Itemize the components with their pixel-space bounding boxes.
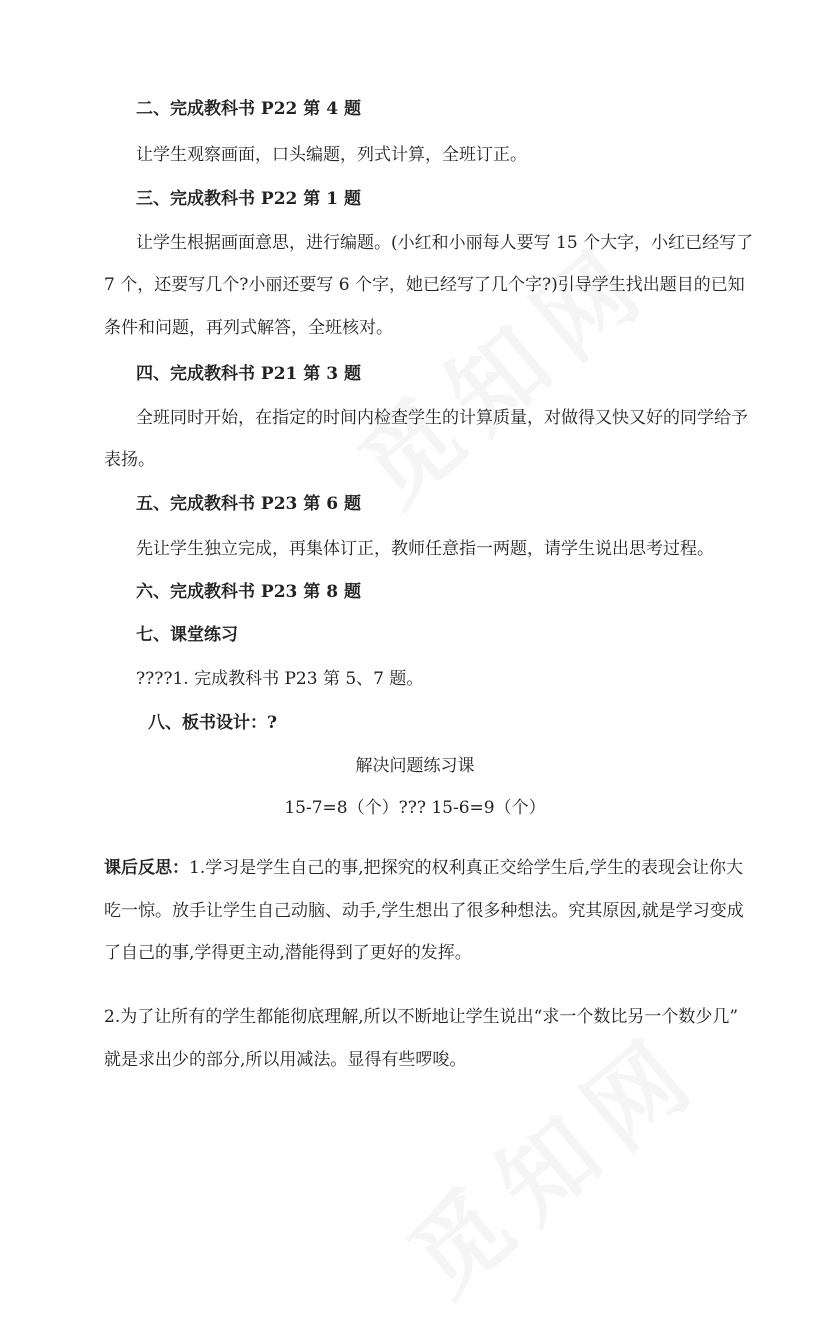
reflection-label: 课后反思： [104,858,189,878]
reflection-text: 吃一惊。放手让学生自己动脑、动手,学生想出了很多种想法。究其原因,就是学习变成 [104,901,744,921]
board-title: 解决问题练习课 [355,756,475,776]
section-heading-8: 八、板书设计：? [148,713,277,733]
paragraph: 全班同时开始，在指定的时间内检查学生的计算质量，对做得又快又好的同学给予 [136,408,748,428]
section-heading-4: 四、完成教科书 P21 第 3 题 [136,364,361,384]
reflection-text: 了自己的事,学得更主动,潜能得到了更好的发挥。 [104,943,472,963]
section-heading-3: 三、完成教科书 P22 第 1 题 [136,189,361,209]
paragraph: 先让学生独立完成，再集体订正，教师任意指一两题，请学生说出思考过程。 [136,539,714,559]
paragraph: 7 个，还要写几个?小丽还要写 6 个字，她已经写了几个字?)引导学生找出题目的已知 [104,275,745,295]
paragraph: 表扬。 [104,450,155,470]
board-formula: 15-7=8（个）??? 15-6=9（个） [284,798,546,818]
reflection-text: 2.为了让所有的学生都能彻底理解,所以不断地让学生说出“求一个数比另一个数少几” [104,1007,739,1027]
reflection-paragraph [104,856,743,880]
section-heading-6: 六、完成教科书 P23 第 8 题 [136,582,361,602]
paragraph: 条件和问题，再列式解答，全班核对。 [104,318,393,338]
section-heading-7: 七、课堂练习 [136,625,238,645]
watermark-bottom [376,996,726,1321]
reflection-text: 就是求出少的部分,所以用减法。显得有些啰唆。 [104,1050,467,1070]
section-heading-5: 五、完成教科书 P23 第 6 题 [136,494,361,514]
paragraph: ????1. 完成教科书 P23 第 5、7 题。 [136,669,424,689]
reflection-text: 1.学习是学生自己的事,把探究的权利真正交给学生后,学生的表现会让你大 [189,858,744,878]
paragraph: 让学生根据画面意思，进行编题。(小红和小丽每人要写 15 个大字，小红已经写了 [136,233,754,253]
section-heading-2: 二、完成教科书 P22 第 4 题 [136,99,361,119]
paragraph: 让学生观察画面，口头编题，列式计算，全班订正。 [136,145,527,165]
